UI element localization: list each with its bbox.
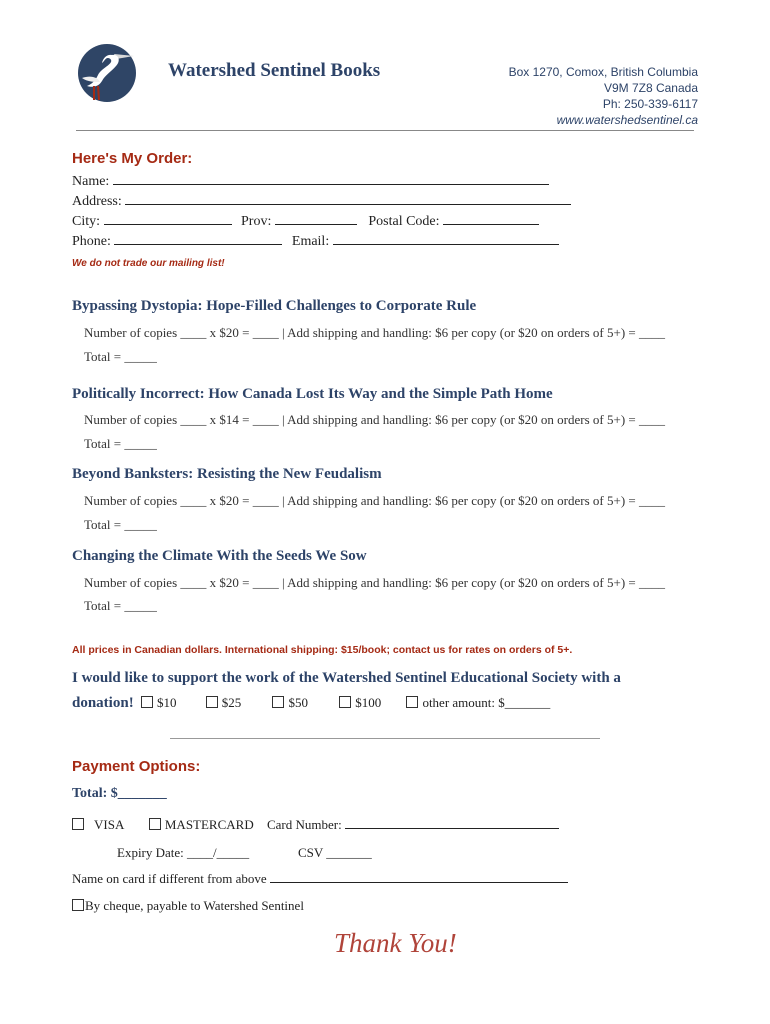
prices-note: All prices in Canadian dollars. International shipping: $15/book; contact us for rates on orders of 5+. xyxy=(72,644,573,656)
donation-text-line-2: donation! xyxy=(72,695,134,711)
payment-total[interactable]: Total: $_______ xyxy=(72,786,167,801)
email-label: Email: xyxy=(291,234,330,249)
thank-you-text: Thank You! xyxy=(334,928,457,958)
prov-label: Prov: xyxy=(241,214,272,229)
card-row xyxy=(72,816,559,833)
city-field[interactable] xyxy=(104,212,232,225)
section-divider xyxy=(170,738,600,739)
prov-field[interactable] xyxy=(275,212,357,225)
card-number-label: Card Number: xyxy=(266,817,342,832)
donation-option-label: $50 xyxy=(288,695,308,710)
donation-text-line-1: I would like to support the work of the Watershed Sentinel Educational Society with a xyxy=(72,670,621,686)
csv-field[interactable]: CSV _______ xyxy=(298,845,372,860)
donation-option-label: $10 xyxy=(156,695,177,710)
payment-heading: Payment Options: xyxy=(72,758,201,775)
address-line-2: V9M 7Z8 Canada xyxy=(603,81,698,95)
book-copies-line-3[interactable]: Number of copies ____ x $20 = ____ | Add shipping and handling: $6 per copy (or $20 on orders of 5+) = ____ xyxy=(84,493,665,508)
book-total-2[interactable]: Total = _____ xyxy=(84,436,157,451)
address-label: Address: xyxy=(72,194,122,209)
book-title-4: Changing the Climate With the Seeds We Sow xyxy=(72,548,367,564)
phone-label: Phone: xyxy=(72,234,111,249)
name-label: Name: xyxy=(72,174,110,189)
checkbox-icon[interactable] xyxy=(72,818,84,830)
checkbox-icon[interactable] xyxy=(72,899,84,911)
address-block xyxy=(509,64,698,128)
privacy-note: We do not trade our mailing list! xyxy=(72,258,225,269)
heron-logo xyxy=(72,42,142,104)
expiry-date[interactable]: Expiry Date: ____/_____ xyxy=(117,845,250,860)
mastercard-label: MASTERCARD xyxy=(164,817,254,832)
checkbox-icon[interactable] xyxy=(149,818,161,830)
other-amount-label: other amount: $_______ xyxy=(422,695,551,710)
checkbox-icon[interactable] xyxy=(339,696,351,708)
book-copies-line-2[interactable]: Number of copies ____ x $14 = ____ | Add shipping and handling: $6 per copy (or $20 on orders of 5+) = ____ xyxy=(84,412,665,427)
checkbox-icon[interactable] xyxy=(141,696,153,708)
address-row xyxy=(72,192,571,210)
book-copies-line-1[interactable]: Number of copies ____ x $20 = ____ | Add shipping and handling: $6 per copy (or $20 on orders of 5+) = ____ xyxy=(84,325,665,340)
name-row xyxy=(72,172,549,190)
donation-option-50[interactable] xyxy=(272,695,308,710)
phone-row xyxy=(72,232,559,250)
address-field[interactable] xyxy=(125,192,571,205)
website-link[interactable]: www.watershedsentinel.ca xyxy=(556,113,698,127)
phone-number: Ph: 250-339-6117 xyxy=(602,97,698,111)
book-total-4[interactable]: Total = _____ xyxy=(84,598,157,613)
checkbox-icon[interactable] xyxy=(272,696,284,708)
cheque-label: By cheque, payable to Watershed Sentinel xyxy=(85,898,304,913)
email-field[interactable] xyxy=(333,232,559,245)
name-on-card-row xyxy=(72,870,568,887)
visa-label: VISA xyxy=(94,817,124,832)
company-name: Watershed Sentinel Books xyxy=(168,60,381,81)
book-total-1[interactable]: Total = _____ xyxy=(84,349,157,364)
card-number-field[interactable] xyxy=(345,816,559,829)
visa-option[interactable] xyxy=(72,817,124,832)
donation-option-25[interactable] xyxy=(206,695,242,710)
donation-option-label: $25 xyxy=(221,695,242,710)
city-row xyxy=(72,212,539,230)
donation-option-label: $100 xyxy=(355,695,382,710)
book-copies-line-4[interactable]: Number of copies ____ x $20 = ____ | Add shipping and handling: $6 per copy (or $20 on orders of 5+) = ____ xyxy=(84,575,665,590)
postal-code-label: Postal Code: xyxy=(368,214,440,229)
name-on-card-label: Name on card if different from above xyxy=(72,871,267,886)
postal-code-field[interactable] xyxy=(443,212,539,225)
book-total-3[interactable]: Total = _____ xyxy=(84,517,157,532)
donation-other-amount[interactable] xyxy=(406,695,550,710)
name-field[interactable] xyxy=(113,172,549,185)
checkbox-icon[interactable] xyxy=(406,696,418,708)
city-label: City: xyxy=(72,214,101,229)
cheque-option[interactable] xyxy=(72,898,304,914)
checkbox-icon[interactable] xyxy=(206,696,218,708)
book-title-3: Beyond Banksters: Resisting the New Feudalism xyxy=(72,466,382,482)
mastercard-option[interactable] xyxy=(149,817,254,832)
book-title-1: Bypassing Dystopia: Hope-Filled Challenges to Corporate Rule xyxy=(72,298,477,314)
order-heading: Here's My Order: xyxy=(72,150,193,167)
book-title-2: Politically Incorrect: How Canada Lost Its Way and the Simple Path Home xyxy=(72,386,553,402)
name-on-card-field[interactable] xyxy=(270,870,568,883)
donation-row xyxy=(72,695,550,712)
donation-option-10[interactable] xyxy=(141,695,177,710)
header-divider xyxy=(76,130,694,131)
phone-field[interactable] xyxy=(114,232,282,245)
donation-option-100[interactable] xyxy=(339,695,381,710)
address-line-1: Box 1270, Comox, British Columbia xyxy=(508,65,698,79)
